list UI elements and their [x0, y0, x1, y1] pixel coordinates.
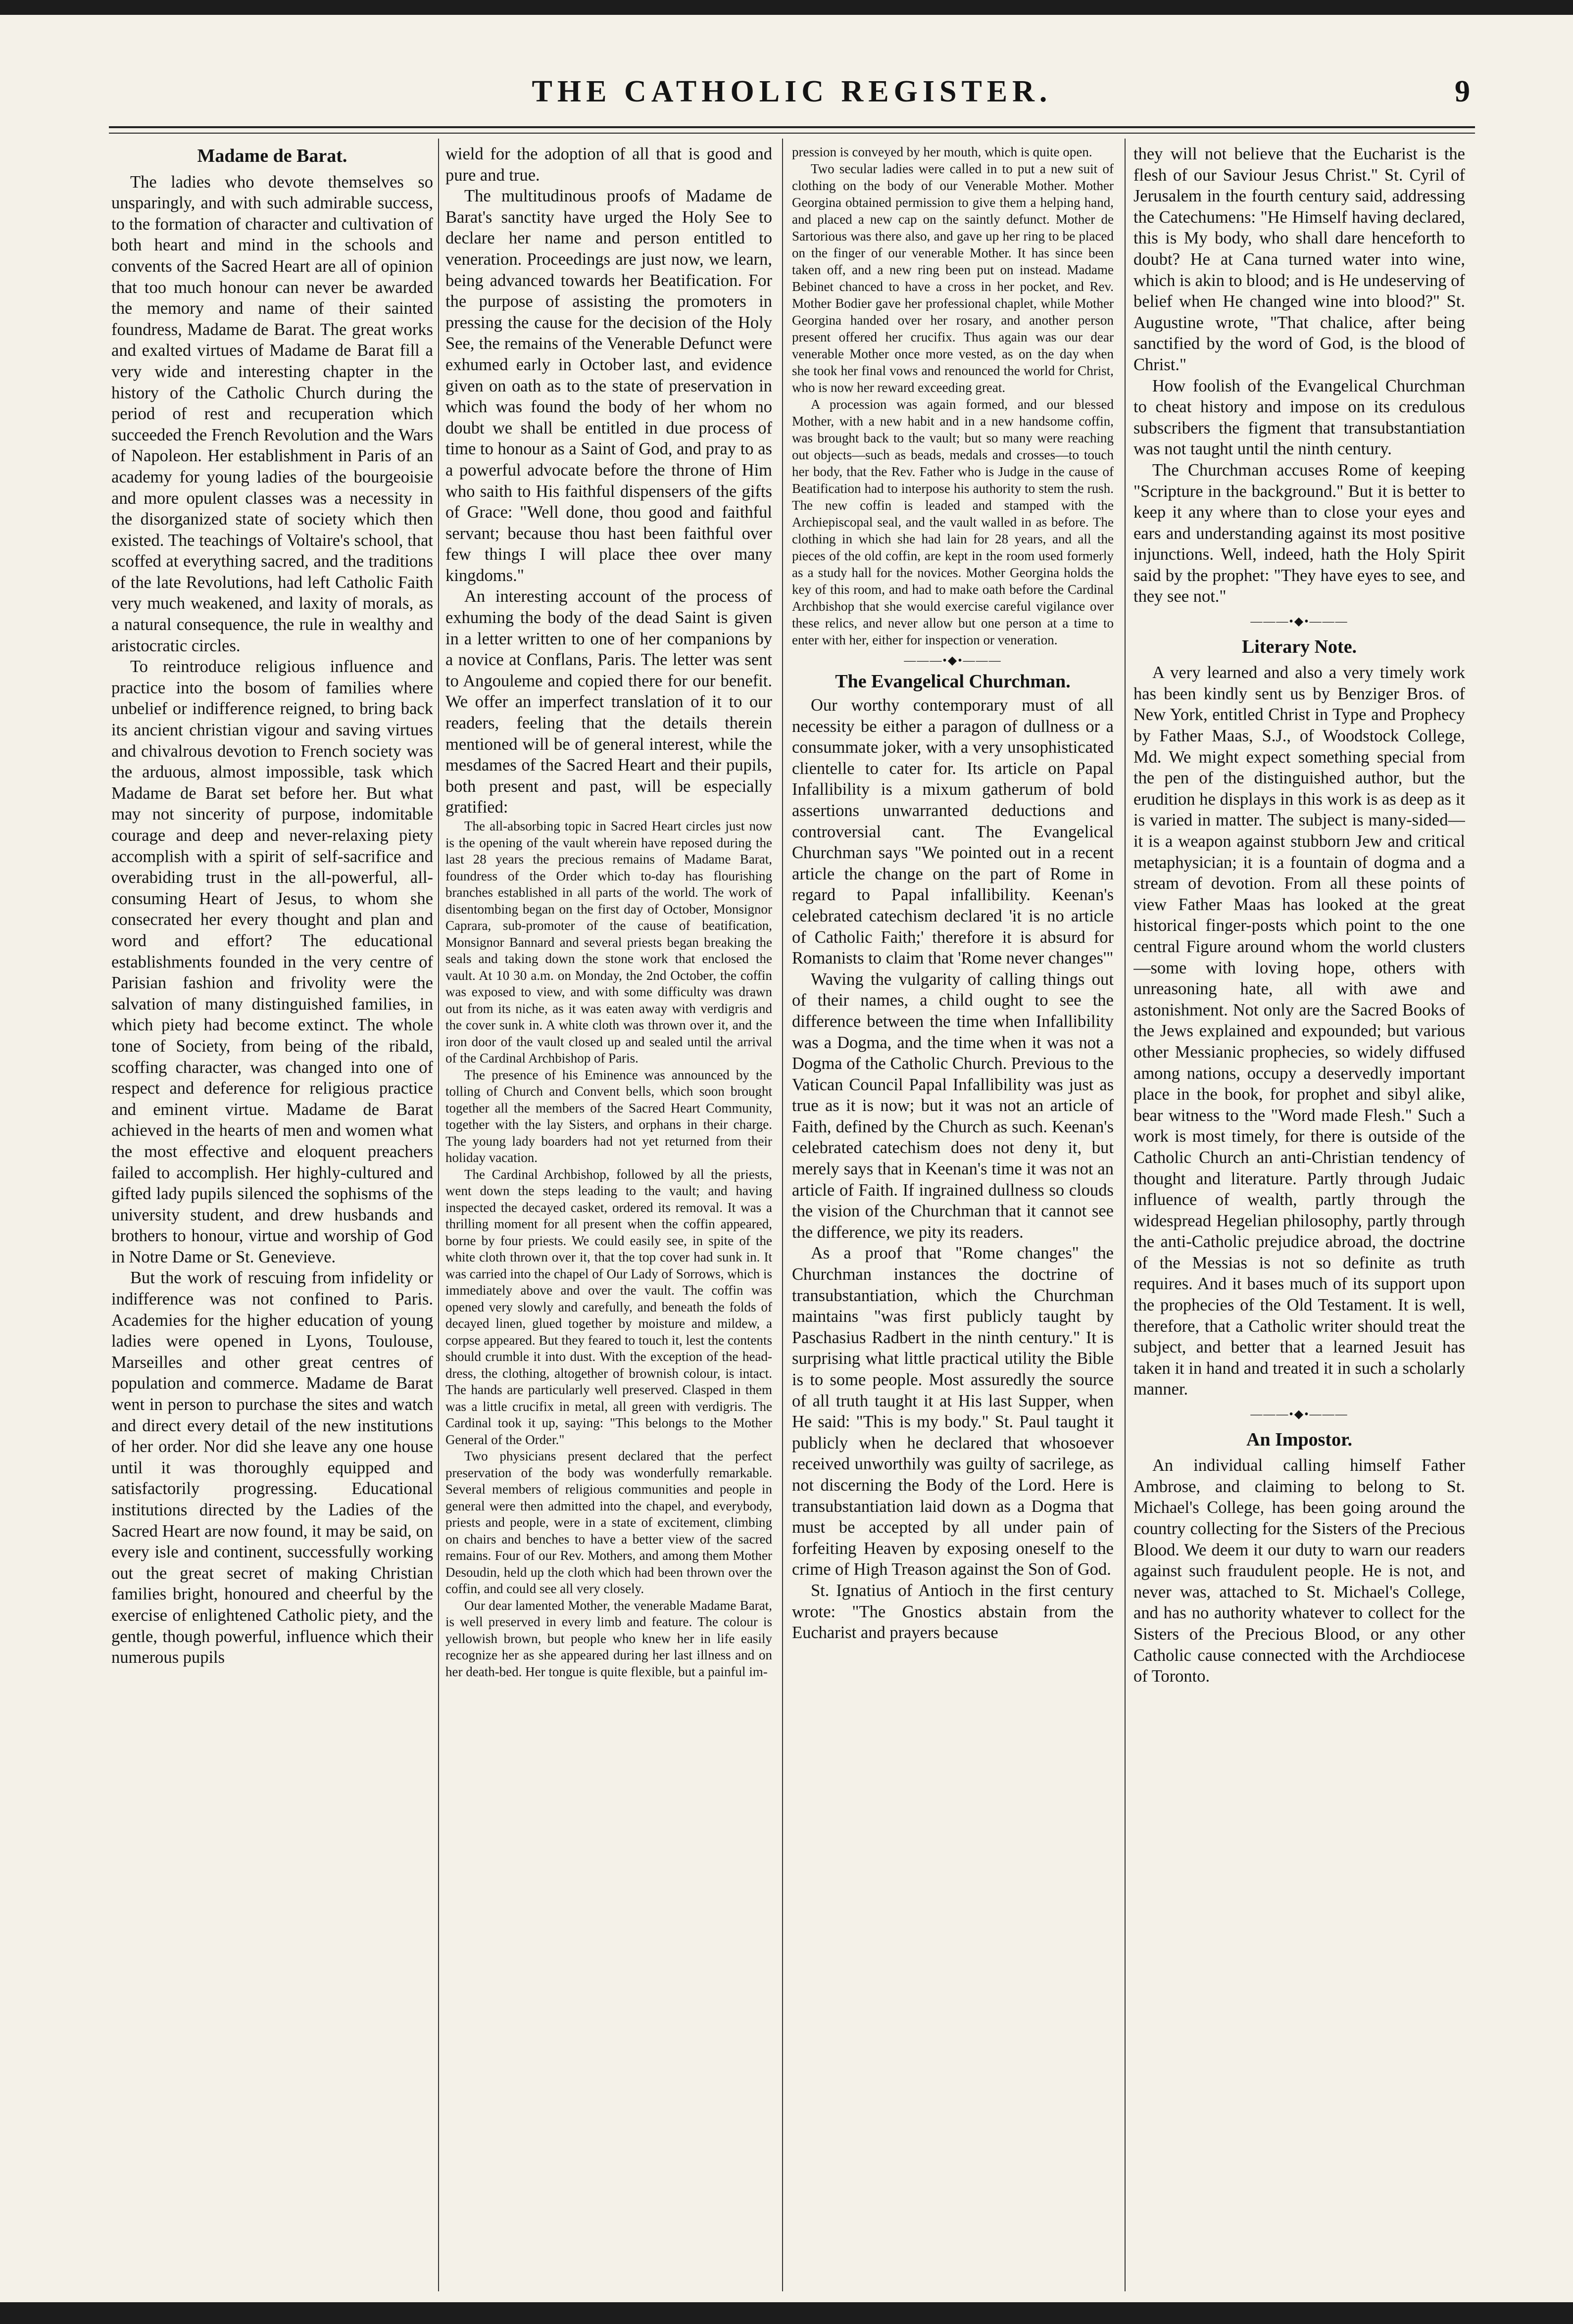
paragraph: An individual calling himself Father Ambrose, and claiming to belong to St. Michael's College, has been going around the country collecting for the Sisters of the Precious Blood. We deem it our duty to warn our readers against such fraudulent people. He is not, and never was, attached to St. Michael's College, and has no authority whatever to collect for the Sisters of the Precious Blood, or any other Catholic cause connected with the Archdiocese of Toronto. [1133, 1456, 1465, 1686]
article-heading-an-impostor: An Impostor. [1246, 1429, 1352, 1450]
column-1 [111, 144, 433, 2291]
paragraph: St. Ignatius of Antioch in the first century wrote: "The Gnostics abstain from the Eucharist and prayers because [792, 1581, 1114, 1643]
masthead-rule [109, 126, 1475, 128]
bottom-scan-border [0, 2302, 1573, 2324]
quoted-letter-paragraph: Our dear lamented Mother, the venerable Madame Barat, is well preserved in every limb and feature. The colour is yellowish brown, but people who knew her in life easily recognize her as she appeared during her last illness and on her death-bed. Her tongue is quite flexible, but a painful im- [445, 1598, 772, 1679]
paragraph: As a proof that "Rome changes" the Churchman instances the doctrine of transubstantiation, which the Churchman maintains "was first publicly taught by Paschasius Radbert in the ninth century." It is surprising what little practical utility the Bible is to some people. Most assuredly the source of all truth taught it at His last Supper, when He said: "This is my body." St. Paul taught it publicly when he declared that whosoever received unworthily was guilty of sacrilege, as not discerning the Body of the Lord. Here is transubstantiation laid down as a Dogma that must be accepted by all under pain of forfeiting Heaven by exposing oneself to the crime of High Treason against the Son of God. [792, 1244, 1114, 1579]
paragraph: Our worthy contemporary must of all necessity be either a paragon of dullness or a consummate joker, with a very unsophisticated clientelle to cater for. Its article on Papal Infallibility is a mixum gatherum of bold assertions unwarranted deductions and controversial cant. The Evangelical Churchman says "We pointed out in a recent article the change on the part of Rome in regard to Papal infallibility. Keenan's celebrated catechism declared 'it is no article of Catholic Faith;' therefore it is absurd for Romanists to claim that 'Rome never changes'" [792, 696, 1114, 968]
paragraph: Waving the vulgarity of calling things out of their names, a child ought to see the difference between the time when Infallibility was a Dogma, and the time when it was not a Dogma of the Catholic Church. Previous to the Vatican Council Papal Infallibility was just as true as it is now; but it was not an article of Faith, defined by the Church as such. Keenan's celebrated catechism does not deny it, but merely says that in Keenan's time it was not an article of Faith. If ingrained dullness so clouds the vision of the Churchman that it cannot see the difference, we pity its readers. [792, 969, 1114, 1242]
paragraph: they will not believe that the Eucharist is the flesh of our Saviour Jesus Christ." St. Cyril of Jerusalem in the fourth century said, addressing the Catechumens: "He Himself having declared, this is My body, who shall dare henceforth to doubt? He at Cana turned water into wine, which is akin to blood; and is He undeserving of belief when He changed wine into blood?" St. Augustine wrote, "That chalice, after being sanctified by the word of God, is the blood of Christ." [1133, 145, 1465, 374]
column-divider [438, 139, 439, 2291]
column-4 [1133, 144, 1465, 2291]
article-heading-evangelical-churchman: The Evangelical Churchman. [835, 671, 1071, 692]
newspaper-title: THE CATHOLIC REGISTER. [532, 75, 1052, 108]
paragraph: The Churchman accuses Rome of keeping "Scripture in the background." But it is better to keep it any where than to close your eyes and ears and understanding against its most positive injunctions. Well, indeed, hath the Holy Spirit said by the prophet: "They have eyes to see, and they see not." [1133, 460, 1465, 606]
paragraph: The multitudinous proofs of Madame de Barat's sanctity have urged the Holy See to declare her name and person entitled to veneration. Proceedings are just now, we learn, being advanced towards her Beatification. For the purpose of assisting the promoters in pressing the cause for the decision of the Holy See, the remains of the Venerable Defunct were exhumed early in October last, and evidence given on oath as to the state of preservation in which was found the body of her whom no doubt we shall be entitled in due process of time to honour as a Saint of God, and pray to as a powerful advocate before the throne of Him who saith to His faithful dispensers of the gifts of Grace: "Well done, thou good and faithful servant; because thou hast been faithful over few things I will place thee over many kingdoms." [445, 187, 772, 585]
paragraph: To reintroduce religious influence and practice into the bosom of families where unbelief or indifference reigned, to bring back its ancient christian vigour and saving virtues and chivalrous devotion to French society was the arduous, almost impossible, task which Madame de Barat set before her. But what may not sincerity of purpose, indomitable courage and deep and never-relaxing piety accomplish with a spirit of self-sacrifice and overabiding trust in the all-powerful, all-consuming Heart of Jesus, to whom she consecrated her every thought and plan and word and effort? The educational establishments founded in the very centre of Parisian fashion and frivolity were the salvation of many distinguished families, in which piety had become extinct. The whole tone of Society, from being of the ribald, scoffing character, was changed into one of respect and deference for religious practice and eminent virtue. Madame de Barat achieved in the hearts of men and women what the most effective and eloquent preachers failed to accomplish. Her highly-cultured and gifted lady pupils silenced the sophisms of the university student, and drew husbands and brothers to honour, virtue and worship of God in Notre Dame or St. Genevieve. [111, 657, 433, 1266]
page-number: 9 [1455, 75, 1470, 108]
section-separator: ———•◆•——— [1250, 1408, 1348, 1421]
quoted-letter-paragraph: The presence of his Eminence was announced by the tolling of Church and Convent bells, which soon brought together all the members of the Sacred Heart Community, together with the lay Sisters, and orphans in their charge. The young lady boarders had not yet returned from their holiday vacation. [445, 1067, 772, 1165]
quoted-letter-paragraph: pression is conveyed by her mouth, which is quite open. [792, 145, 1092, 159]
quoted-letter-paragraph: The Cardinal Archbishop, followed by all the priests, went down the steps leading to the vault; and having inspected the decayed casket, ordered its removal. It was a thrilling moment for all present when the coffin appeared, borne by four priests. We could easily see, in spite of the white cloth thrown over it, that the top cover had sunk in. It was carried into the chapel of Our Lady of Sorrows, which is immediately above and over the vault. The coffin was opened very slowly and carefully, and beneath the folds of decayed linen, glued together by moisture and mildew, a corpse appeared. But they feared to touch it, lest the contents should crumble it into dust. With the exception of the head-dress, the clothing, altogether of brownish colour, is intact. The hands are particularly well preserved. Clasped in them was a little crucifix in metal, all green with verdigris. The Cardinal took it up, saying: "This belongs to the Mother General of the Order." [445, 1166, 772, 1447]
column-3 [792, 144, 1114, 2291]
masthead [109, 74, 1475, 119]
paragraph: How foolish of the Evangelical Churchman to cheat history and impose on its credulous subscribers the figment that transubstantiation was not taught until the ninth century. [1133, 376, 1465, 459]
paragraph: But the work of rescuing from infidelity or indifference was not confined to Paris. Academies for the higher education of young ladies were opened in Lyons, Toulouse, Marseilles and other great centres of population and commerce. Madame de Barat went in person to purchase the sites and watch and direct every detail of the new institutions of her order. Nor did she leave any one house until it was thoroughly equipped and satisfactorily progressing. Educational institutions directed by the Ladies of the Sacred Heart are now found, it may be said, on every isle and continent, successfully working out the great secret of making Christian families bright, honoured and cheerful by the exercise of enlightened Catholic piety, and the gentle, though powerful, influence which their numerous pupils [111, 1268, 433, 1667]
quoted-letter-paragraph: A procession was again formed, and our blessed Mother, with a new habit and in a new handsome coffin, was brought back to the vault; but so many were reaching out objects—such as beads, medals and crosses—to touch her body, that the Rev. Father who is Judge in the cause of Beatification had to interpose his authority to stem the rush. The new coffin is leaded and stamped with the Archiepiscopal seal, and the vault walled in as before. The clothing in which she had lain for 28 years, and all the pieces of the old coffin, are kept in the room used formerly as a study hall for the novices. Mother Georgina holds the key of this room, and had to make oath before the Cardinal Archbishop that she would exercise careful vigilance over these relics, and never allow but one person at a time to enter with her, either for inspection or veneration. [792, 397, 1114, 647]
quoted-letter-paragraph: The all-absorbing topic in Sacred Heart circles just now is the opening of the vault wherein have reposed during the last 28 years the precious remains of Madame Barat, foundress of the Order which to-day has flourishing branches established in all parts of the world. The work of disentombing began on the first day of October, Monsignor Caprara, sub-promoter of the cause of beatification, Monsignor Bannard and several priests began breaking the seals and taking down the stone work that enclosed the vault. At 10 30 a.m. on Monday, the 2nd October, the coffin was exposed to view, and with some difficulty was drawn out from its niche, as it was eaten away with verdigris and the cover sunk in. A white cloth was thrown over it, and the iron door of the vault closed up and sealed until the arrival of the Cardinal Archbishop of Paris. [445, 819, 772, 1065]
column-divider [782, 139, 783, 2291]
top-scan-border [0, 0, 1573, 15]
paragraph: An interesting account of the process of exhuming the body of the dead Saint is given in a letter written to one of her companions by a novice at Conflans, Paris. The letter was sent to Angouleme and copied there for our benefit. We offer an imperfect translation of it to our readers, feeling that the details therein mentioned will be of general interest, while the mesdames of the Sacred Heart and their pupils, both present and past, will be especially gratified: [445, 587, 772, 817]
column-divider [1125, 139, 1126, 2291]
article-heading-madame-de-barat: Madame de Barat. [197, 145, 347, 166]
paragraph: The ladies who devote themselves so unsparingly, and with such admirable success, to the formation of character and cultivation of both heart and mind in the schools and convents of the Sacred Heart are all of opinion that too much honour can never be awarded the memory and name of their sainted foundress, Madame de Barat. The great works and exalted virtues of Madame de Barat fill a very wide and interesting chapter in the history of the Catholic Church during the period of rest and recuperation which succeeded the French Revolution and the Wars of Napoleon. Her establishment in Paris of an academy for young ladies of the bourgeoisie and more opulent classes was a necessity in the disorganized state of society which then existed. The teachings of Voltaire's school, that scoffed at everything sacred, and the traditions of the late Revolutions, had left Catholic Faith very much weakened, and laxity of morals, as a natural consequence, the rule in wealthy and aristocratic circles. [111, 172, 433, 655]
masthead-rule-thin [109, 133, 1475, 134]
section-separator: ———•◆•——— [904, 654, 1002, 667]
article-heading-literary-note: Literary Note. [1241, 636, 1357, 657]
paragraph: wield for the adoption of all that is good and pure and true. [445, 145, 772, 185]
paragraph: A very learned and also a very timely work has been kindly sent us by Benziger Bros. of New York, entitled Christ in Type and Prophecy by Father Maas, S.J., of Woodstock College, Md. We might expect something special from the pen of the distinguished author, but the erudition he displays in this work is as deep as it is varied in matter. The subject is many-sided—it is a weapon against stubborn Jew and critical metaphysician; it is a fountain of dogma and a stream of devotion. From all these points of view Father Maas has looked at the great historical finger-posts which point to the one central Figure around whom the world clusters—some with loving hope, others with unreasoning hate, all with awe and astonishment. Not only are the Sacred Books of the Jews explained and expounded; but various other Messianic prophecies, so widely diffused among nations, occupy a deservedly important place in the book, for prophet and sibyl alike, bear witness to the "Word made Flesh." Such a work is most timely, for there is outside of the Catholic Church an anti-Christian tendency of thought and literature. Partly through Judaic influence of wealth, partly through the widespread Hegelian philosophy, partly through the anti-Catholic prejudice abroad, the doctrine of the Messias is not so definite as truth requires. And it bases much of its support upon the prophecies of the Old Testament. It is well, therefore, that a Catholic writer should treat the subject, and better that a learned Jesuit has taken it in hand and treated it in such a scholarly manner. [1133, 663, 1465, 1399]
section-separator: ———•◆•——— [1250, 615, 1348, 629]
column-2 [445, 144, 772, 2291]
quoted-letter-paragraph: Two physicians present declared that the perfect preservation of the body was wonderfully remarkable. Several members of religious communities and people in general were then admitted into the chapel, and everybody, priests and people, were in a state of excitement, climbing on chairs and benches to have a better view of the sacred remains. Four of our Rev. Mothers, and among them Mother Desoudin, held up the cloth which had been thrown over the coffin, and could see all very closely. [445, 1449, 772, 1596]
quoted-letter-paragraph: Two secular ladies were called in to put a new suit of clothing on the body of our Venerable Mother. Mother Georgina obtained permission to give them a helping hand, and placed a new cap on the saintly defunct. Mother de Sartorious was there also, and gave up her ring to be placed on the finger of our venerable Mother. It has since been taken off, and a new ring been put on instead. Madame Bebinet chanced to have a cross in her pocket, and Rev. Mother Bodier gave her professional chaplet, while Mother Georgina handed over her rosary, and another person present offered her crucifix. Thus again was our dear venerable Mother once more vested, as on the day when she took her final vows and renounced the world for Christ, who is now her reward exceeding great. [792, 161, 1114, 395]
